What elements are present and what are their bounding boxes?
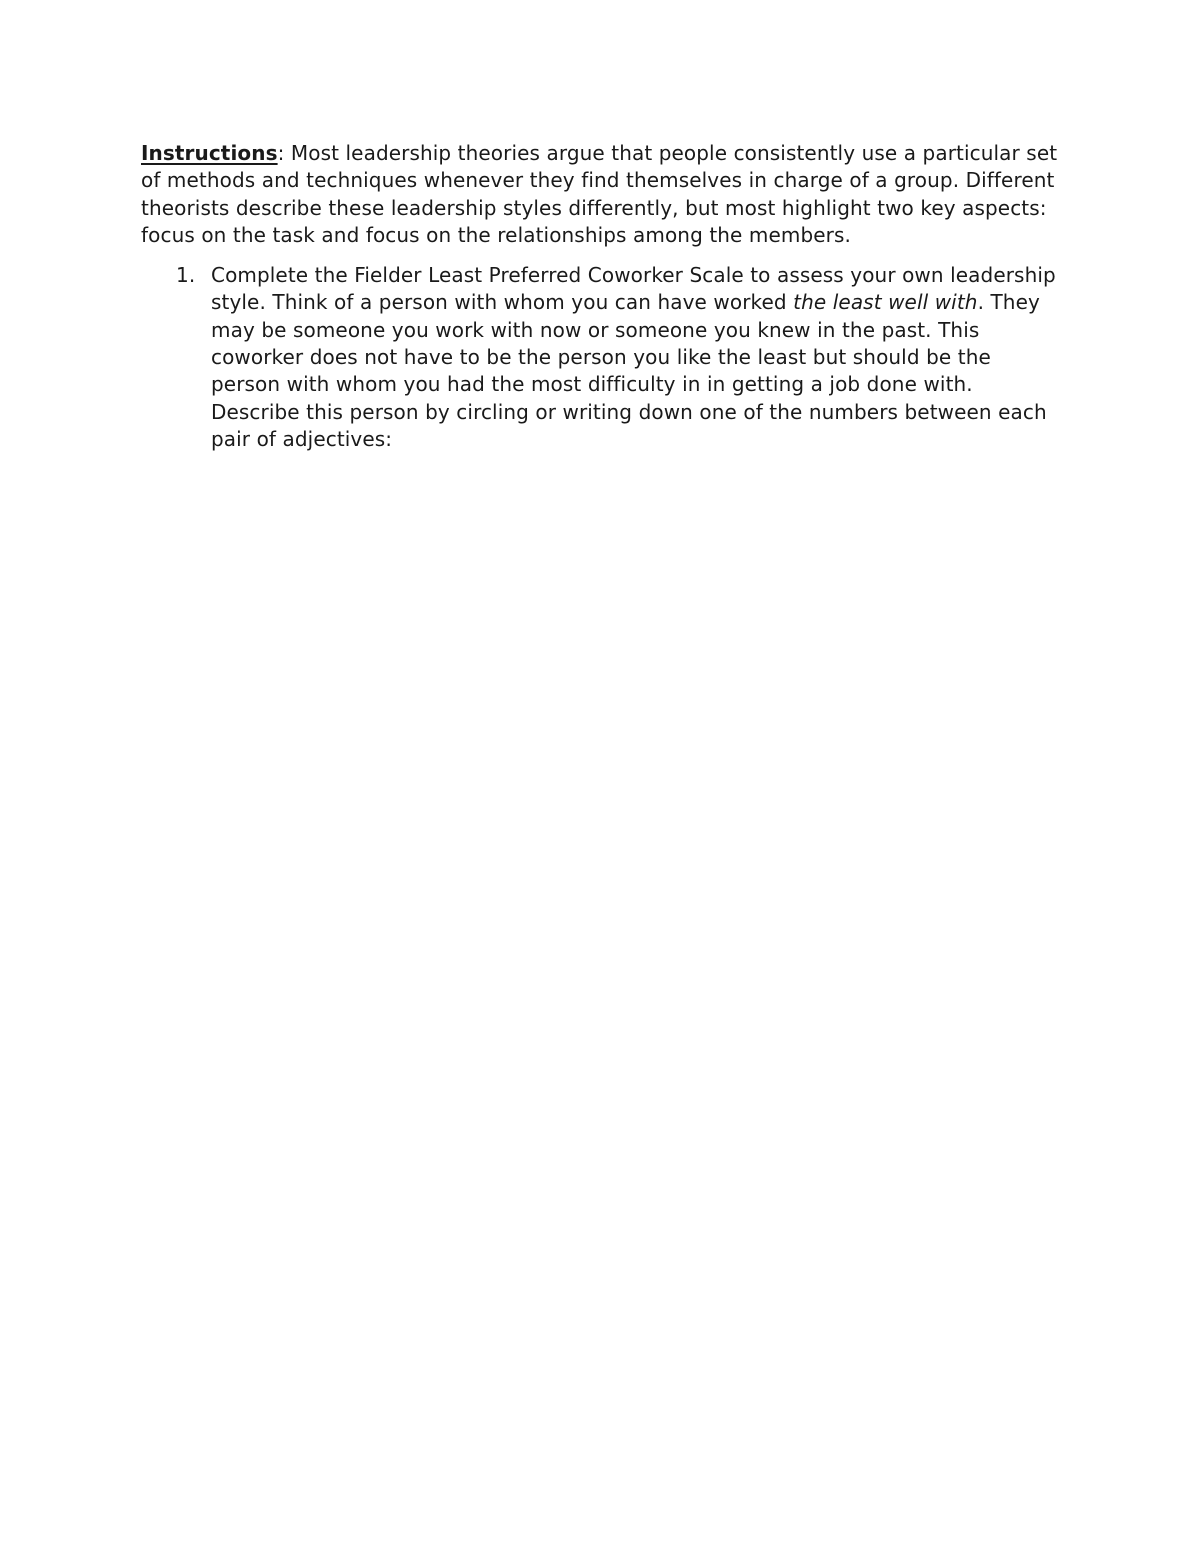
steps-list (141, 262, 1061, 453)
list-item (141, 262, 1061, 453)
step-text-end: . They may be someone you work with now or someone you knew in the past. This coworker does not have to be the person you like the least but should be the person with whom you had the most difficulty in in getting a job done with. Describe this person by circling or writing down one of the numbers between each pair of adjectives: (211, 290, 1047, 451)
instructions-body: Most leadership theories argue that people consistently use a particular set of methods and techniques whenever they find themselves in charge of a group. Different theorists describe these leadership styles differently, but most highlight two key aspects: focus on the task and focus on the relationships among the members. (141, 141, 1058, 247)
instructions-heading: Instructions (141, 141, 278, 165)
step-emphasis: the least well with (793, 290, 978, 315)
step-number: 1. (176, 263, 196, 288)
instructions-paragraph (141, 140, 1061, 249)
document-content (141, 140, 1061, 453)
instructions-separator: : (277, 141, 285, 165)
step-text-start: Complete the Fielder Least Preferred Coworker Scale to assess your own leadership style. Think of a person with whom you can have worked (211, 263, 1056, 315)
